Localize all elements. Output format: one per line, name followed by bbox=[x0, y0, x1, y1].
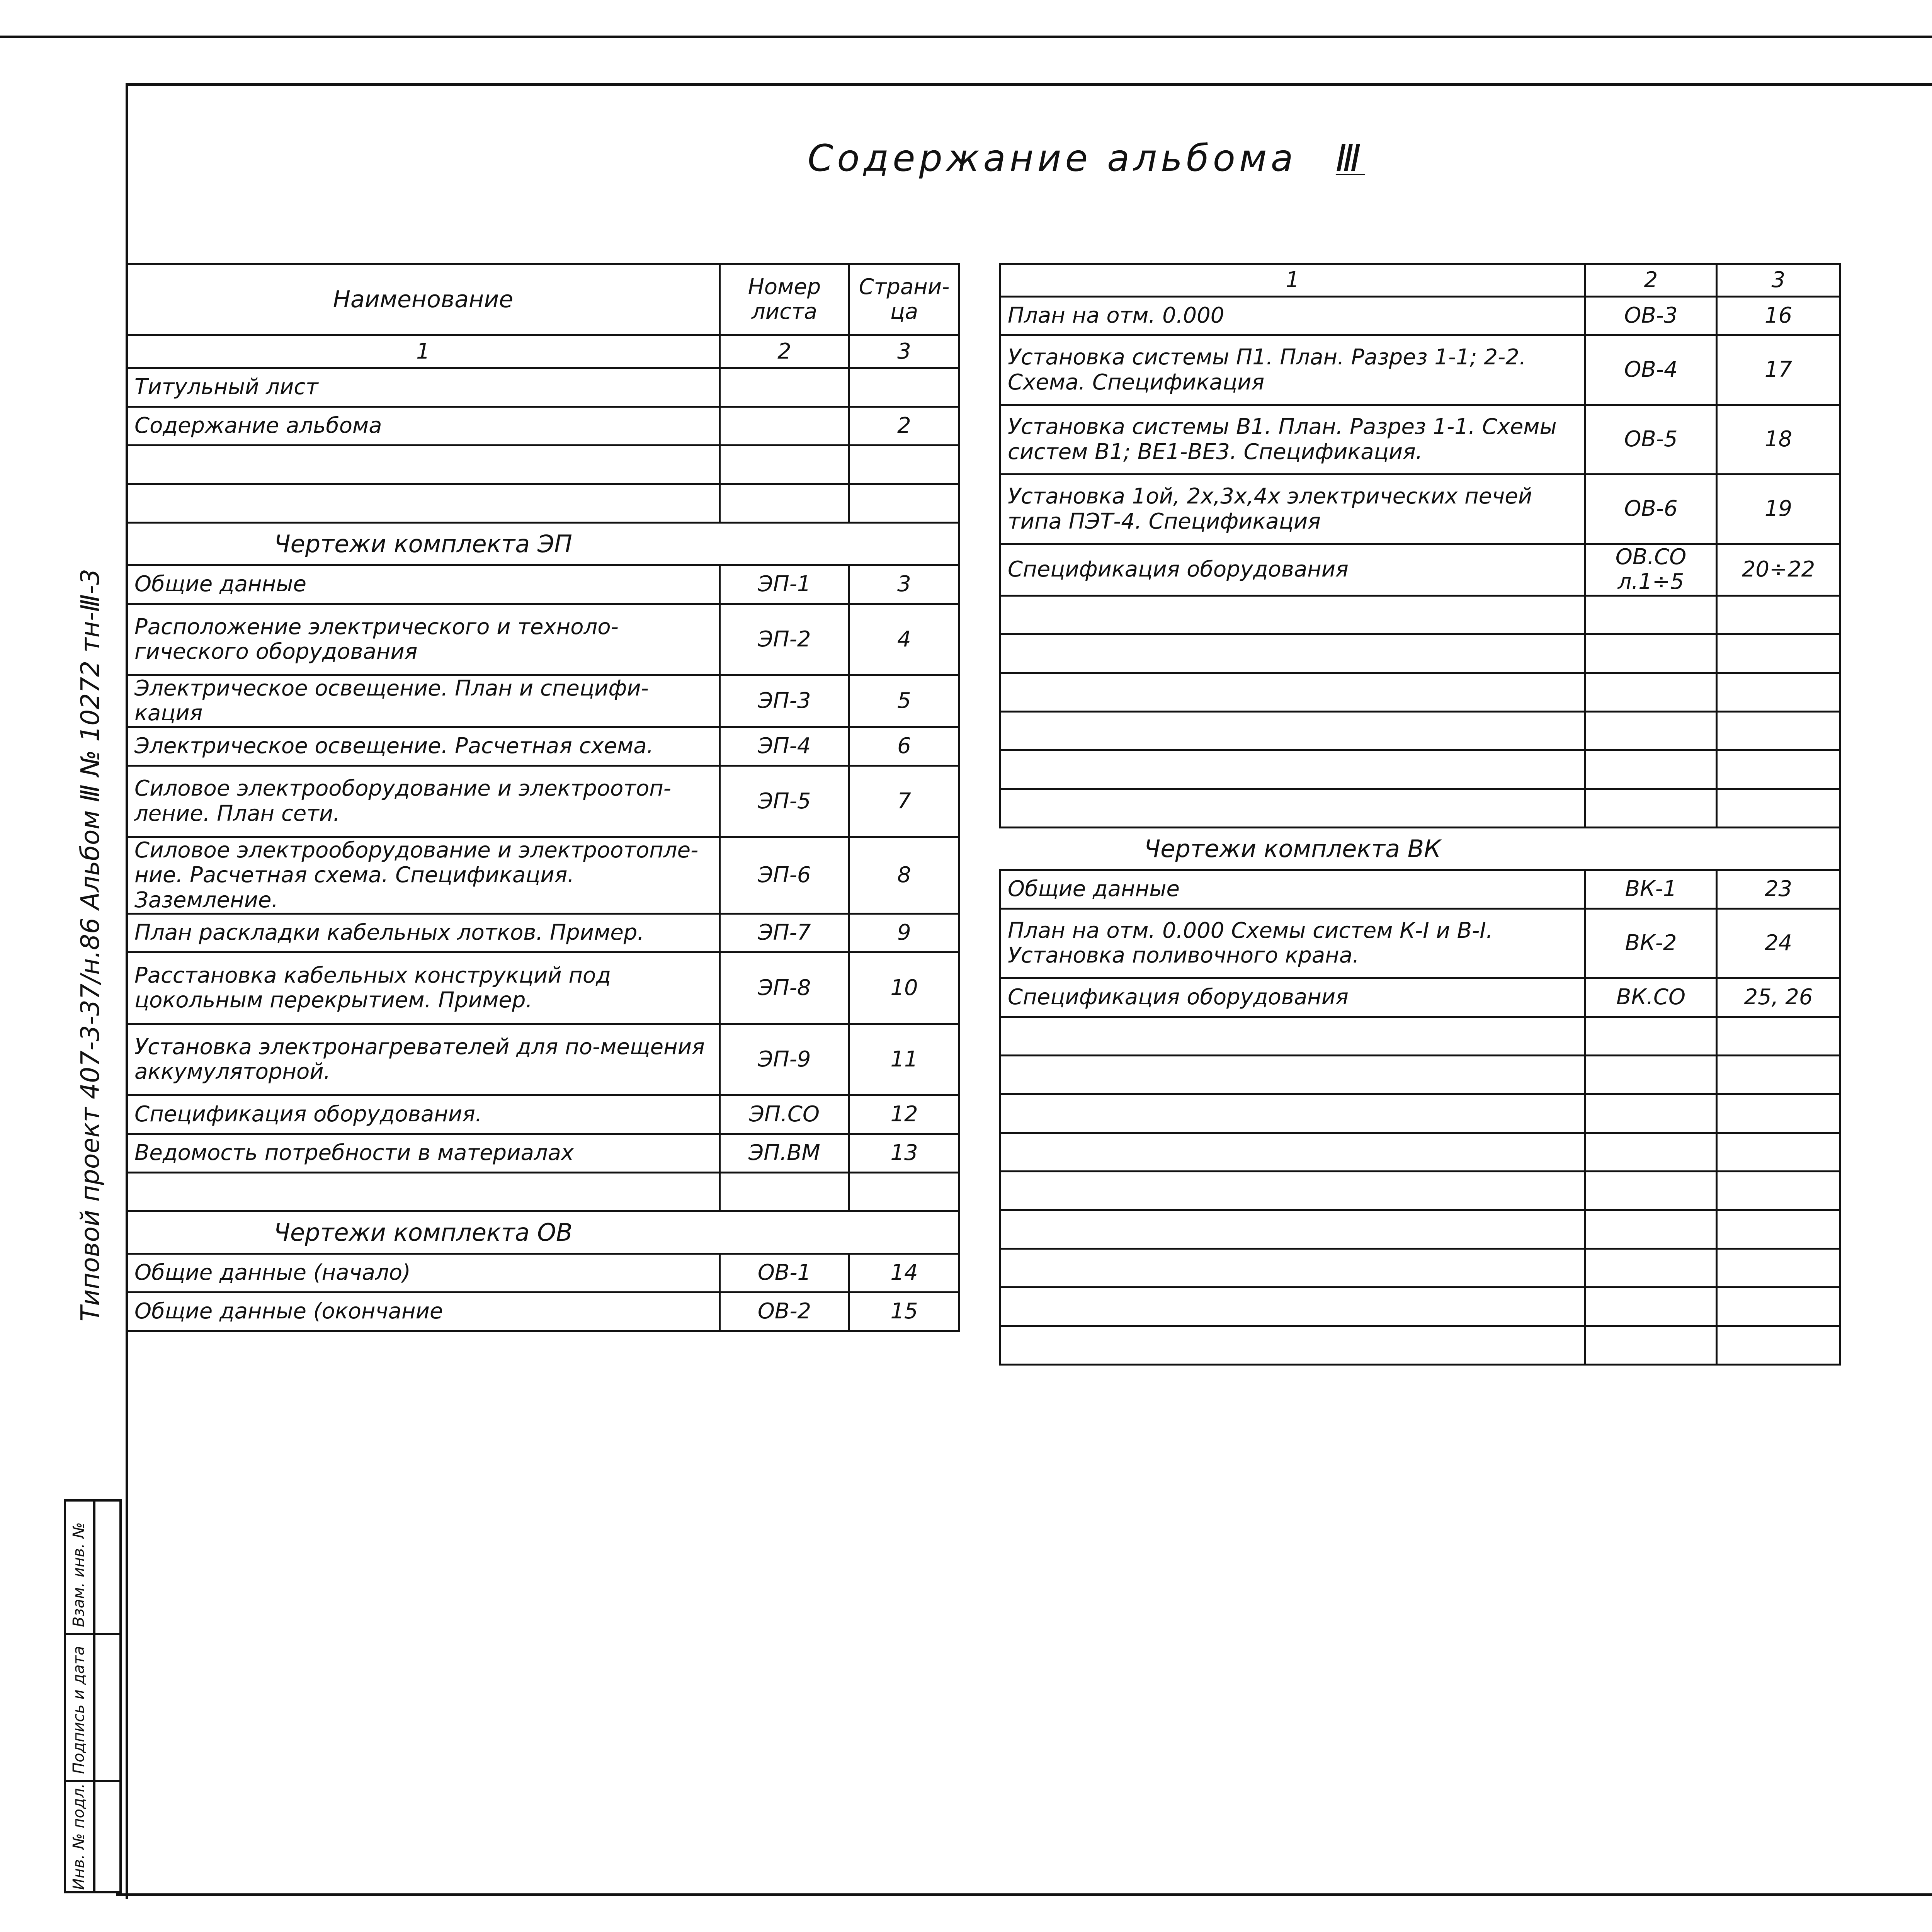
cell-page: 23 bbox=[1717, 870, 1840, 908]
colnum-3: 3 bbox=[1717, 264, 1840, 297]
table-row bbox=[1000, 1171, 1840, 1210]
cell-sheet bbox=[1585, 634, 1717, 673]
colnum-1: 1 bbox=[1000, 264, 1585, 297]
section-row bbox=[1000, 827, 1840, 870]
table-row bbox=[1000, 978, 1840, 1017]
cell-sheet bbox=[1585, 711, 1717, 750]
cell-page: 24 bbox=[1717, 908, 1840, 978]
cell-sheet bbox=[720, 484, 849, 523]
contents-table-left bbox=[126, 263, 960, 1332]
table-row bbox=[1000, 1210, 1840, 1248]
table-row bbox=[127, 446, 959, 484]
cell-page bbox=[849, 484, 959, 523]
cell-name: Расположение электрического и техноло-гического оборудования bbox=[127, 604, 720, 675]
table-row bbox=[1000, 1287, 1840, 1326]
cell-name: Электрическое освещение. Расчетная схема. bbox=[127, 727, 720, 765]
cell-name bbox=[1000, 1287, 1585, 1326]
table-row bbox=[1000, 634, 1840, 673]
cell-name bbox=[1000, 595, 1585, 634]
table-row bbox=[1000, 1055, 1840, 1094]
cell-name bbox=[127, 446, 720, 484]
cell-sheet: ОВ-5 bbox=[1585, 405, 1717, 474]
cell-name bbox=[1000, 1171, 1585, 1210]
section-row bbox=[127, 523, 959, 565]
cell-name: Спецификация оборудования bbox=[1000, 978, 1585, 1017]
cell-page: 17 bbox=[1717, 335, 1840, 405]
colnum-3: 3 bbox=[849, 335, 959, 368]
cell-name: План раскладки кабельных лотков. Пример. bbox=[127, 913, 720, 952]
table-row bbox=[1000, 711, 1840, 750]
section-filler bbox=[849, 1211, 959, 1253]
cell-sheet: ВК-2 bbox=[1585, 908, 1717, 978]
cell-sheet: ЭП-1 bbox=[720, 565, 849, 604]
cell-page: 20÷22 bbox=[1717, 544, 1840, 596]
section-filler bbox=[720, 1211, 849, 1253]
cell-sheet bbox=[1585, 1326, 1717, 1364]
cell-page: 25, 26 bbox=[1717, 978, 1840, 1017]
side-stamp-replace: Взам. инв. № bbox=[70, 1522, 88, 1627]
cell-sheet: ЭП.ВМ bbox=[720, 1134, 849, 1172]
table-row bbox=[1000, 1248, 1840, 1287]
cell-sheet: ЭП-2 bbox=[720, 604, 849, 675]
cell-sheet: ЭП-4 bbox=[720, 727, 849, 765]
cell-page bbox=[1717, 634, 1840, 673]
table-row bbox=[127, 913, 959, 952]
table-row bbox=[1000, 1133, 1840, 1171]
cell-sheet: ОВ-3 bbox=[1585, 297, 1717, 335]
cell-sheet bbox=[1585, 1171, 1717, 1210]
table-row bbox=[1000, 789, 1840, 827]
cell-sheet bbox=[720, 446, 849, 484]
cell-name bbox=[1000, 750, 1585, 789]
table-row bbox=[127, 1253, 959, 1292]
table-row bbox=[1000, 1017, 1840, 1055]
cell-page: 2 bbox=[849, 407, 959, 446]
table-row bbox=[1000, 474, 1840, 544]
cell-page bbox=[849, 446, 959, 484]
cell-sheet: ОВ.СО л.1÷5 bbox=[1585, 544, 1717, 596]
section-filler bbox=[1585, 827, 1717, 870]
cell-sheet: ЭП-3 bbox=[720, 675, 849, 727]
cell-name bbox=[127, 484, 720, 523]
table-row bbox=[127, 1024, 959, 1095]
cell-page bbox=[849, 368, 959, 407]
cell-page bbox=[1717, 1094, 1840, 1133]
cell-name: Расстановка кабельных конструкций под цокольным перекрытием. Пример. bbox=[127, 952, 720, 1024]
cell-sheet bbox=[1585, 1133, 1717, 1171]
table-row bbox=[127, 727, 959, 765]
cell-sheet: ЭП-5 bbox=[720, 765, 849, 837]
cell-page bbox=[1717, 750, 1840, 789]
table-row bbox=[1000, 595, 1840, 634]
cell-name: Содержание альбома bbox=[127, 407, 720, 446]
cell-page bbox=[1717, 1055, 1840, 1094]
header-page: Страни-ца bbox=[849, 264, 959, 335]
cell-page bbox=[1717, 789, 1840, 827]
table-row bbox=[127, 1292, 959, 1331]
table-row bbox=[127, 1134, 959, 1172]
cell-sheet bbox=[1585, 1287, 1717, 1326]
cell-sheet bbox=[1585, 1017, 1717, 1055]
section-filler bbox=[849, 523, 959, 565]
cell-page: 6 bbox=[849, 727, 959, 765]
cell-name bbox=[1000, 1326, 1585, 1364]
table-row bbox=[1000, 870, 1840, 908]
cell-name bbox=[1000, 1055, 1585, 1094]
cell-name: План на отм. 0.000 bbox=[1000, 297, 1585, 335]
table-row bbox=[1000, 673, 1840, 711]
cell-name: Ведомость потребности в материалах bbox=[127, 1134, 720, 1172]
cell-page: 14 bbox=[849, 1253, 959, 1292]
cell-page bbox=[1717, 1287, 1840, 1326]
cell-sheet bbox=[1585, 1094, 1717, 1133]
cell-page: 10 bbox=[849, 952, 959, 1024]
cell-page bbox=[1717, 1171, 1840, 1210]
cell-page: 16 bbox=[1717, 297, 1840, 335]
cell-name: Общие данные bbox=[1000, 870, 1585, 908]
cell-sheet: ОВ-1 bbox=[720, 1253, 849, 1292]
side-stamp-inv: Инв. № подл. bbox=[70, 1783, 88, 1890]
cell-name: Силовое электрооборудование и электроотоп-ление. План сети. bbox=[127, 765, 720, 837]
cell-name: Общие данные (начало) bbox=[127, 1253, 720, 1292]
inner-frame-top bbox=[126, 83, 1932, 86]
side-stamp bbox=[64, 1499, 122, 1893]
cell-sheet bbox=[1585, 1055, 1717, 1094]
cell-sheet bbox=[720, 368, 849, 407]
cell-sheet: ВК.СО bbox=[1585, 978, 1717, 1017]
cell-name bbox=[1000, 673, 1585, 711]
cell-name: План на отм. 0.000 Схемы систем К-I и В-I. Установка поливочного крана. bbox=[1000, 908, 1585, 978]
cell-page: 19 bbox=[1717, 474, 1840, 544]
table-row bbox=[127, 604, 959, 675]
cell-name: Спецификация оборудования. bbox=[127, 1095, 720, 1134]
cell-page: 12 bbox=[849, 1095, 959, 1134]
side-stamp-signature: Подпись и дата bbox=[70, 1646, 88, 1774]
cell-name bbox=[1000, 1133, 1585, 1171]
cell-sheet: ЭП-9 bbox=[720, 1024, 849, 1095]
table-row bbox=[127, 565, 959, 604]
page-title bbox=[808, 137, 1365, 180]
cell-name: Установка 1ой, 2х,3х,4х электрических печей типа ПЭТ-4. Спецификация bbox=[1000, 474, 1585, 544]
table-row bbox=[127, 1095, 959, 1134]
cell-sheet: ОВ-4 bbox=[1585, 335, 1717, 405]
cell-page: 15 bbox=[849, 1292, 959, 1331]
cell-page: 3 bbox=[849, 565, 959, 604]
cell-sheet bbox=[1585, 789, 1717, 827]
cell-page: 8 bbox=[849, 837, 959, 913]
table-row bbox=[1000, 1326, 1840, 1364]
cell-sheet bbox=[1585, 673, 1717, 711]
cell-sheet: ОВ-2 bbox=[720, 1292, 849, 1331]
table-row bbox=[127, 368, 959, 407]
outer-frame-top bbox=[0, 36, 1932, 38]
cell-page bbox=[1717, 1248, 1840, 1287]
cell-name: Общие данные (окончание bbox=[127, 1292, 720, 1331]
table-row bbox=[127, 837, 959, 913]
section-title: Чертежи комплекта ВК bbox=[1000, 827, 1585, 870]
cell-name: Силовое электрооборудование и электроотопле-ние. Расчетная схема. Спецификация. Заземление. bbox=[127, 837, 720, 913]
table-row bbox=[127, 407, 959, 446]
cell-sheet: ЭП-7 bbox=[720, 913, 849, 952]
cell-sheet bbox=[720, 407, 849, 446]
cell-name bbox=[127, 1172, 720, 1211]
table-row bbox=[127, 952, 959, 1024]
cell-sheet: ОВ-6 bbox=[1585, 474, 1717, 544]
cell-sheet bbox=[720, 1172, 849, 1211]
cell-page bbox=[1717, 673, 1840, 711]
table-row bbox=[1000, 335, 1840, 405]
title-numeral: Ⅲ bbox=[1335, 137, 1365, 180]
cell-sheet bbox=[1585, 1248, 1717, 1287]
cell-name: Установка системы В1. План. Разрез 1-1. Схемы систем В1; ВЕ1-ВЕ3. Спецификация. bbox=[1000, 405, 1585, 474]
cell-name bbox=[1000, 1210, 1585, 1248]
table-row bbox=[1000, 908, 1840, 978]
cell-name: Спецификация оборудования bbox=[1000, 544, 1585, 596]
cell-page: 7 bbox=[849, 765, 959, 837]
section-row bbox=[127, 1211, 959, 1253]
table-row bbox=[1000, 1094, 1840, 1133]
cell-sheet bbox=[1585, 595, 1717, 634]
cell-name bbox=[1000, 1248, 1585, 1287]
cell-sheet: ВК-1 bbox=[1585, 870, 1717, 908]
cell-page: 5 bbox=[849, 675, 959, 727]
header-name: Наименование bbox=[127, 264, 720, 335]
cell-page bbox=[1717, 711, 1840, 750]
cell-name: Установка электронагревателей для по-мещения аккумуляторной. bbox=[127, 1024, 720, 1095]
cell-page bbox=[849, 1172, 959, 1211]
table-row bbox=[127, 675, 959, 727]
inner-frame-bottom bbox=[116, 1893, 1932, 1896]
table-row bbox=[127, 1172, 959, 1211]
cell-page bbox=[1717, 1326, 1840, 1364]
cell-name bbox=[1000, 1094, 1585, 1133]
table-row bbox=[1000, 405, 1840, 474]
cell-sheet: ЭП.СО bbox=[720, 1095, 849, 1134]
cell-name: Электрическое освещение. План и специфи-кация bbox=[127, 675, 720, 727]
cell-name bbox=[1000, 711, 1585, 750]
colnum-1: 1 bbox=[127, 335, 720, 368]
table-row bbox=[1000, 297, 1840, 335]
table-row bbox=[1000, 750, 1840, 789]
cell-page: 9 bbox=[849, 913, 959, 952]
cell-name bbox=[1000, 789, 1585, 827]
contents-table-right bbox=[999, 263, 1841, 1366]
section-title: Чертежи комплекта ЭП bbox=[127, 523, 720, 565]
cell-sheet bbox=[1585, 750, 1717, 789]
cell-name bbox=[1000, 634, 1585, 673]
vertical-project-note: Типовой проект 407-3-37/н.86 Альбом Ⅲ № 10272 тн-Ⅲ-3 bbox=[75, 569, 105, 1321]
cell-name: Общие данные bbox=[127, 565, 720, 604]
cell-page: 13 bbox=[849, 1134, 959, 1172]
cell-sheet: ЭП-6 bbox=[720, 837, 849, 913]
cell-page bbox=[1717, 1133, 1840, 1171]
table-row bbox=[127, 765, 959, 837]
cell-page bbox=[1717, 595, 1840, 634]
cell-page bbox=[1717, 1210, 1840, 1248]
cell-name: Установка системы П1. План. Разрез 1-1; 2-2. Схема. Спецификация bbox=[1000, 335, 1585, 405]
colnum-2: 2 bbox=[720, 335, 849, 368]
table-row bbox=[127, 484, 959, 523]
cell-page bbox=[1717, 1017, 1840, 1055]
cell-name: Титульный лист bbox=[127, 368, 720, 407]
cell-sheet bbox=[1585, 1210, 1717, 1248]
section-filler bbox=[1717, 827, 1840, 870]
cell-page: 18 bbox=[1717, 405, 1840, 474]
cell-sheet: ЭП-8 bbox=[720, 952, 849, 1024]
cell-page: 4 bbox=[849, 604, 959, 675]
header-sheet: Номер листа bbox=[720, 264, 849, 335]
section-title: Чертежи комплекта ОВ bbox=[127, 1211, 720, 1253]
colnum-2: 2 bbox=[1585, 264, 1717, 297]
cell-name bbox=[1000, 1017, 1585, 1055]
section-filler bbox=[720, 523, 849, 565]
table-row bbox=[1000, 544, 1840, 596]
title-text: Содержание альбома bbox=[808, 137, 1297, 180]
cell-page: 11 bbox=[849, 1024, 959, 1095]
